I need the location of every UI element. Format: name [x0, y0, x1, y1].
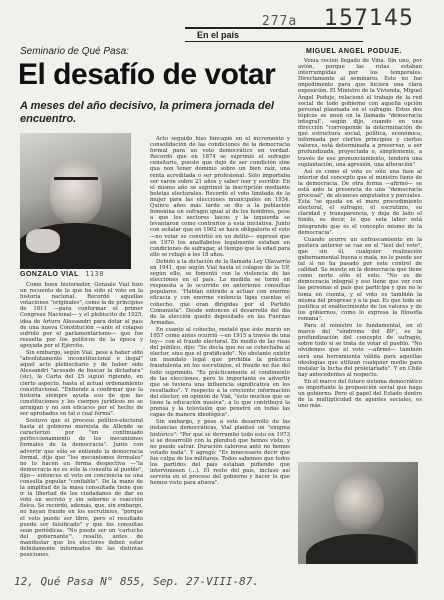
handwritten-source-note: 12, Qué Pasa N° 855, Sep. 27-VIII-87. — [14, 575, 260, 588]
paragraph: Debido a la dictación de la llamada Ley Olavarría en 1941, que según Vial hasta el colapso de la UP, según ello, se fomentó con la violencia de las elecciones en el país. La medida se tornó en respuesta a lo ocurrido en anteriores consultas populares. "Habían entrado a actuar con enorme eficacia y con enorme violencia ligas cuentas el cohecho, que eran dirigidas por el Partido Comunista". Desde entonces el desarrollo del día de la elección quedó depositado en las Fuerzas Armadas. — [150, 258, 290, 326]
paragraph: Así es como el voto es sólo una fase al interior del concepto que el ministro tiene de la democracia. De otra forma —afirmó— se está ante la presencia de una "democracia procesal", de alcances amputados y parciales. Esta "se queda en el mero procedimiento electoral, el sufragio, el escrutinio, su claridad y transparencia, y deja de lado el fondo, es decir, lo que esta labor está integrando que es el concepto mismo de la democracia". — [298, 168, 422, 236]
photo-caption — [20, 270, 104, 278]
article-column-3 — [298, 58, 422, 458]
paragraph: En cuanto al cohecho, restaló que éste murió en 1957 como antes ocurrió —en 1915 a través de una ley— con el fraude electoral. En medio de las risas del público, dijo: "Se decía que no se cohechaba al elector, sino que el gratificado". No obstante existir un mandato legal que prohibía la práctica fraudulenta en los escrutinios, el fraude no fue del todo suprimido. "Es prácticamente el condimento de las elecciones, pero lo importante es advertir que se tuviera una influencia significativa en los resultados". Y respecto a la creciente información del elector, en opinión de Vial, "ésto muchos que se tiene la educación masiva", a lo que contribuyó la prensa y la televisión que penetró en todas las capas de manera ideológica". — [150, 326, 290, 419]
headline: El desafío de votar — [18, 58, 276, 91]
article-column-1 — [20, 282, 143, 567]
caption-handwritten-number: 1130 — [85, 270, 105, 278]
paragraph: Acto seguido hizo hincapié en el incremento y consolidación de las condiciones de la democracia formal para un voto democrático en verdad. Recordó que en 1874 se suprimió el sufragio censitario, puesto que dejó de ser condición sine qua non tener dominio sobre un bien raíz, una renta acreditada o ser profesional. Sólo importaba ser varón sobre 21 años y saber leer y escribir. En el mismo año se suprimió la inscripción mediante boletas electorales. Recordó el voto limitado de la mujer para las elecciones municipales en 1934. Quince años más tarde se dio a la población femenina un sufragio igual al de los hombres, pese a que los sectores laicos y la izquierda se levantaron como contrarios a esta iniciativa. Junto con señalar que en 1962 se hace obligatorio el voto —no votar se convirtió en un delito— expresó que en 1970 los analfabetos legalmente estaban en condiciones de sufragar, al tiempo que la edad para ello se rebajó a los 18 años. — [150, 136, 290, 258]
section-header: En el país — [185, 27, 363, 42]
paragraph: Sin embargo, y pese a este desarrollo de las instancias democráticas, Vial planteó un "enigma histórico": "Por qué se derrumbó todo esto en 1973 si se desarrolló con la plenitud que hemos visto, y no puedo salvar. Duración calorosa ante no hemos votado nada". Y agregó: "Es innecesario decir que fue culpa de los militares. Todos sabemos que todos los partidos del país estaban pidiendo que interviniesen (...). El resto del país, incluso así serviría en el proceso del gobierno y hacer lo que hemos visto para afuera". — [150, 419, 290, 487]
photo-gonzalo-vial — [20, 133, 131, 269]
paragraph: Para el ministro lo fundamental, en el marco del "síndrome del 89", es la profundización del concepto de sufragio, sobre todo si se trata de votar el pueblo. "No olvidemos que el voto —afirmó— también será una herramienta válida para aquellas ideologías que utilizan cualquier medio para instalar la lucha del proletariado". Y en Chile hay antecedentes al respecto. — [298, 323, 422, 378]
author-byline: MIGUEL ANGEL PODUJE. — [306, 48, 402, 55]
paragraph: En el marco del futuro sistema democrático es importante la proposición social que haga un gobierno. Pero el papel del Estado dentro de la multiplicidad de agentes sociales, es uno más. — [298, 378, 422, 410]
paragraph: Cuando ocurre un enfrascamiento en la postura anterior se cae en el "test del voto", que sin él, cualquier realización gubernamental buena o mala, no lo puede ser tal si no ha pasado por este control de calidad. Se insiste en la democracia que tiene como norte sólo el voto. "No es de democracia integral y eso tiene que ver con las personas el país que participa y que no le toma en cuenta, y el voto es también la misma del progreso y a la paz. Es que todo se justifica el enaltecimiento de los valores y de los gobiernos, como lo expresa la filosofía romana". — [298, 236, 422, 322]
caption-name: GONZALO VIAL — [20, 271, 79, 278]
paragraph: Sostuvo que el proceso político-electoral hasta el gobierno marxista de Allende se caracterizó por "un continuado perfeccionamiento de los mecanismos formales de la democracia". Junto con advertir que sólo se entiende la democracia formal, dijo que "los mecanismos formales" no lo hacen en forma despectiva —"la democracia no es sólo la consulta al pueblo", dijo— entonces el voto en conciencia es una consulta popular "confiable". De la mano de la amplitud de la masa consultada tiene que ir la libertad de los ciudadanos de dar su voto en secreto y sin soborno o coacción física. Se recordó, además, que, sin embargo, no hayan fraude en los escrutinios, "porque el voto puede ser libre, pero el resultado puede ser falsificado" y que los consultas sean periódicas. "No puede ser un 'cartucho del gobernante'", resaltó, antes de manifestar que los electores deben estar debidamente informados de las distintas posiciones. — [20, 418, 143, 559]
handwritten-code: 277a — [261, 14, 298, 29]
paragraph: Como buen historiador, Gonzalo Vial hizo un recuento de lo que ha sido el voto en la historia nacional. Recordó aquellas votaciones "originales", como la de principios de 1811 —para conformar el primer Congreso Nacional— y el plebiscito de 1925, idea de Arturo Alessandri para dotar al país de una nueva Constitución —ante el colapso sufrido por el parlamentarismo— que fue resuelta por los políticos de la época y apoyada por el Ejército. — [20, 282, 143, 349]
article-column-2 — [150, 136, 290, 568]
handwritten-record-number: 157145 — [324, 6, 414, 31]
paragraph: Sin embargo, según Vial, pese a haber sido "absolutamente inconstitucional e ilegal" aquel acto plebiscitario y de haber sido Alessandri "acusado de buscar la dictadura" (sic), la Carta del 25 siguió rigiendo, en cierto aspecto, hasta el actual ordenamiento constitucional. "Entiende a confirmar que la historia siempre ayuda eso de que las constituciones y los cuerpos jurídicos no se arraigan y no son eficaces por el hecho de ser aprobados en tal o cual forma". — [20, 350, 143, 417]
paragraph: Venía recién llegado de Viña. Sin uno, por avión, porque las rutas estaban interrumpidas por los temporales. Directamente al seminario. Esto no fue impedimento para que hiciera una clara exposición. El Ministro de la Vivienda, Miguel Ángel Poduje, relacionó el trabajo de la red social de todo gobierno con aquella opción personal plasmada en el sufragio. Estos dos tópicos se unen en la llamada "democracia integral", según dijo, cuando en una dirección "corresponde la determinación de qué estructura social, política, económica, informada por ciertos principios y ciertos valores, está determinada a preservar, a ser profundizada, proyectada o, simplemente, a través de ese pronunciamiento, tenderá una suplantación, una agresión, una alteración". — [298, 58, 422, 168]
kicker: Seminario de Qué Pasa: — [20, 46, 129, 57]
subheadline: A meses del año decisivo, la primera jornada del encuentro. — [20, 100, 274, 125]
photo-miguel-angel-poduje — [298, 462, 418, 564]
